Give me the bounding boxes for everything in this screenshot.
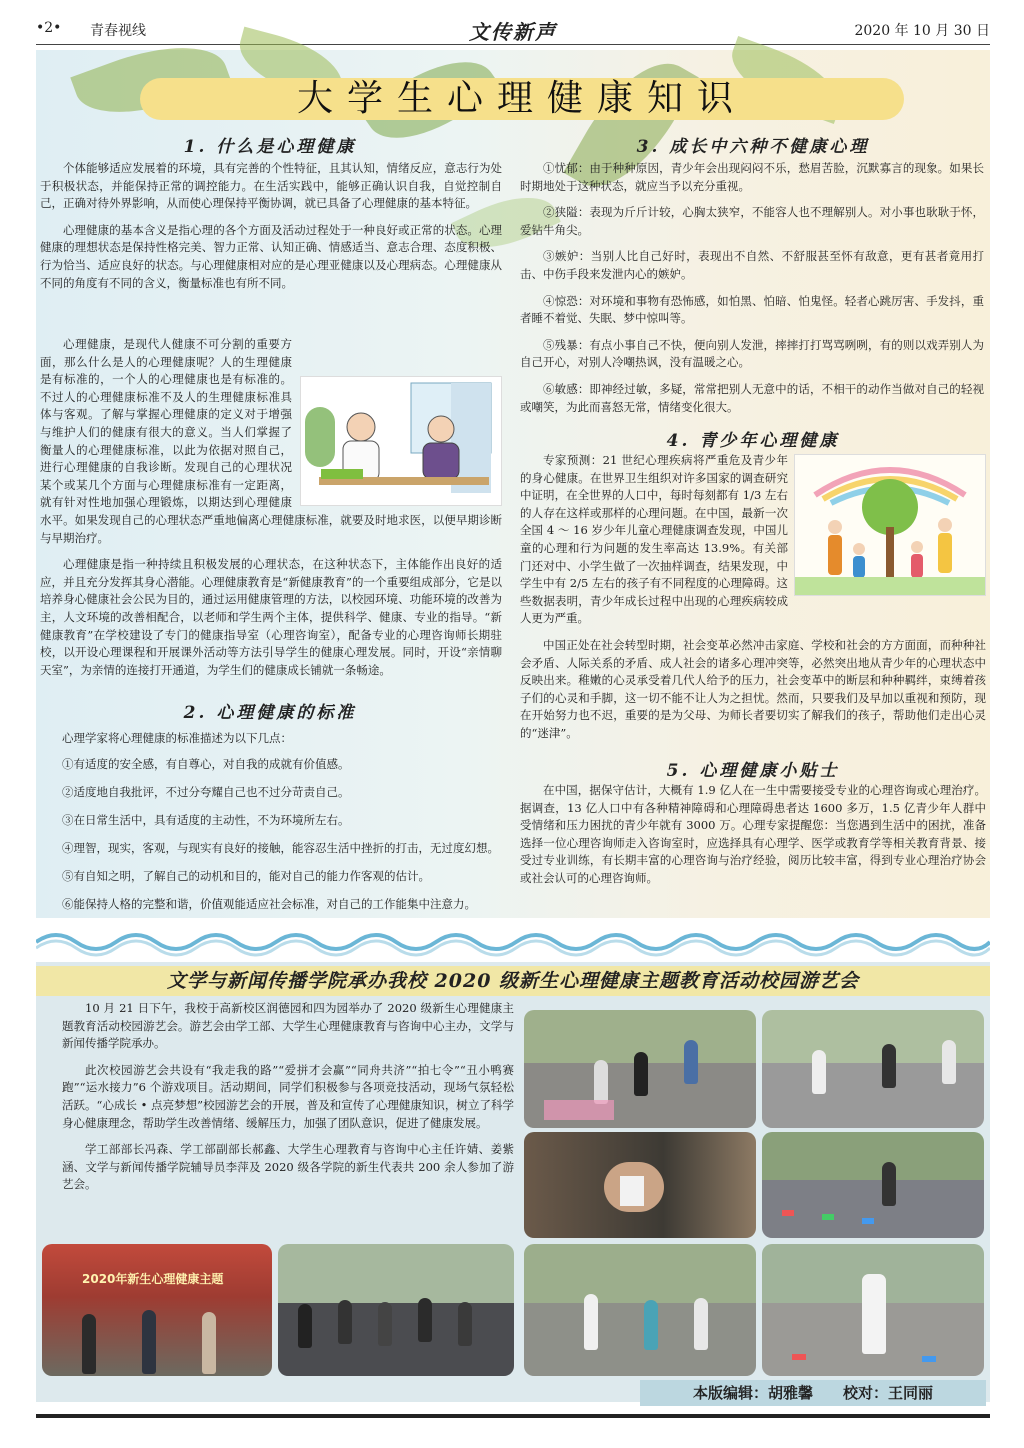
event-photo-5: [42, 1244, 272, 1376]
section-3-body: [520, 160, 984, 425]
event-photo-8: [762, 1244, 984, 1376]
section-2-intro: 心理学家将心理健康的标准描述为以下几点：: [62, 731, 292, 745]
editor-credit: 本版编辑：胡雅馨 校对：王同丽: [640, 1380, 986, 1406]
section-1-heading: 1. 什么是心理健康: [183, 137, 357, 157]
issue-date: 2020 年 10 月 30 日: [854, 23, 990, 39]
section-4-heading: 4. 青少年心理健康: [666, 431, 840, 451]
news-paragraph: 10 月 21 日下午，我校于高新校区润德园和四为园举办了 2020 级新生心理健康主题教育活动校园游艺会。游艺会由学工部、大学生心理健康教育与咨询中心主办，文学与新闻传播学院承办。: [62, 1001, 514, 1051]
unhealthy-item: ⑥敏感：即神经过敏，多疑，常常把别人无意中的话，不相干的动作当做对自己的轻视或嘲笑，为此而喜怒无常，情绪变化很大。: [520, 381, 984, 414]
doctor-consultation-illustration: [300, 376, 502, 506]
section-1-paragraph: 心理健康的基本含义是指心理的各个方面及活动过程处于一种良好或正常的状态。心理健康的理想状态是保持性格完美、智力正常、认知正确、情感适当、意志合理、态度积极、行为恰当、适应良好的状态。与心理健康相对应的是心理亚健康以及心理病态。心理健康从不同的角度有不同的含义，衡量标准也有所不同。: [40, 222, 502, 290]
section-5-body: [520, 782, 986, 897]
unhealthy-item: ②狭隘：表现为斤斤计较，心胸太狭窄，不能容人也不理解别人。对小事也耿耿于怀，爱钻牛角尖。: [520, 205, 984, 237]
section-4-paragraph: 专家预测：21 世纪心理疾病将严重危及青少年的身心健康。在世界卫生组织对许多国家的调查研究中证明，在全世界的人口中，每时每刻都有 1/3 左右的人存在这样或那样的心理问题。在中国，最新一次全国 4 ～ 16 岁少年儿童心理健康调查发现，中国儿童的心理和行为问题的发生率高达 13.9%。有关部门还对中、小学生做了一次抽样调查，结果发现，中学生中有 2/5 左右的孩子有不同程度的心理障碍。这些数据表明，青少年成长过程中出现的心理疾病较成人更为严重。: [520, 453, 788, 626]
unhealthy-item: ③嫉妒：当别人比自己好时，表现出不自然、不舒服甚至怀有敌意，更有甚者竟用打击、中伤手段来发泄内心的嫉妒。: [520, 249, 984, 281]
standard-item: ①有适度的安全感，有自尊心，对自我的成就有价值感。: [62, 757, 350, 771]
section-1-body-a: [40, 160, 502, 301]
wave-divider: [36, 922, 990, 962]
standard-item: ⑥能保持人格的完整和谐，价值观能适应社会标准，对自己的工作能集中注意力。: [62, 897, 476, 911]
section-1-body-b: [40, 336, 502, 688]
section-5-paragraph: 在中国，据保守估计，大概有 1.9 亿人在一生中需要接受专业的心理咨询或心理治疗。据调查，13 亿人口中有各种精神障碍和心理障碍患者达 1600 多万，1.5 亿青少年人群中受情绪和压力困扰的青少年就有 3000 万。心理专家提醒您：当您遇到生活中的困扰，准备选择一位心理咨询师走入咨询室时，应选择具有心理学、医学或教育学等相关教育背景、接受过专业训练，有长期丰富的心理咨询与治疗经验，阅历比较丰富，得到专业心理治疗协会或社会认可的心理咨询师。: [520, 783, 986, 885]
photo-banner-text: 2020年新生心理健康主题: [82, 1272, 224, 1286]
news-paragraph: 学工部部长冯森、学工部副部长郝鑫、大学生心理教育与咨询中心主任许婧、姜紫涵、文学与新闻传播学院辅导员李萍及 2020 级各学院的新生代表共 200 余人参加了游艺会。: [62, 1142, 514, 1192]
event-photo-6: [278, 1244, 514, 1376]
unhealthy-item: ④惊恐：对环境和事物有恐怖感，如怕黑、怕暗、怕鬼怪。轻者心跳厉害、手发抖，重者睡不着觉、失眠、梦中惊叫等。: [520, 293, 984, 326]
section-1-paragraph: 个体能够适应发展着的环境，具有完善的个性特征，且其认知，情绪反应，意志行为处于积极状态，并能保持正常的调控能力。在生活实践中，能够正确认识自我，自觉控制自己，正确对待外界影响，从而使心理保持平衡协调，就已具备了心理健康的基本特征。: [40, 161, 502, 211]
news-body: [62, 1000, 514, 1203]
news-headline: 文学与新闻传播学院承办我校 2020 级新生心理健康主题教育活动校园游艺会: [36, 966, 990, 996]
news-paragraph: 此次校园游艺会共设有“我走我的路”“爱拼才会赢”“同舟共济”“拍七令”“丑小鸭赛跑”“运水接力”6 个游戏项目。活动期间，同学们积极参与各项竞技活动，现场气氛轻松活跃。“心成长 • 点亮梦想”校园游艺会的开展，普及和宣传了心理健康知识，树立了科学身心健康理念，帮助学生改善情绪、缓解压力，加强了团队意识，促进了健康发展。: [62, 1062, 514, 1130]
section-4-body: [520, 452, 986, 752]
unhealthy-item: ①忧郁：由于种种原因，青少年会出现闷闷不乐，愁眉苦脸，沉默寡言的现象。如果长时期地处于这种状态，就应当予以充分重视。: [520, 161, 984, 193]
standard-item: ⑤有自知之明，了解自己的动机和目的，能对自己的能力作客观的估计。: [62, 869, 430, 883]
section-3-heading: 3. 成长中六种不健康心理: [636, 137, 870, 157]
happy-family-illustration: [794, 454, 986, 596]
event-photo-3: [524, 1132, 756, 1238]
column-name: 青春视线: [90, 23, 146, 39]
unhealthy-item: ⑤残暴：有点小事自己不快，便向别人发泄，摔摔打打骂骂咧咧，有的则以戏弄别人为自己开心，对别人冷嘲热讽，没有温暖之心。: [520, 337, 984, 370]
bottom-rule: [36, 1414, 990, 1418]
standard-item: ④理智，现实，客观，与现实有良好的接触，能容忍生活中挫折的打击，无过度幻想。: [62, 841, 499, 855]
event-photo-7: [524, 1244, 756, 1376]
event-photo-1: [524, 1010, 756, 1128]
event-photo-2: [762, 1010, 984, 1128]
section-4-paragraph: 中国正处在社会转型时期，社会变革必然冲击家庭、学校和社会的方方面面，而种种社会矛盾、人际关系的矛盾、成人社会的诸多心理冲突等，必然突出地从青少年的心理状态中反映出来。稚嫩的心灵承受着几代人给予的压力，社会变革中的断层和种种羁绊，束缚着孩子们的心灵和手脚，这一切不能不让人为之担忧。然而，只要我们及早加以重视和预防，现在开始努力也不迟，重要的是为父母、为师长者要切实了解我们的孩子，帮助他们走出心灵的“迷津”。: [520, 637, 986, 740]
section-5-heading: 5. 心理健康小贴士: [666, 761, 840, 781]
section-1-paragraph: 心理健康，是现代人健康不可分割的重要方面，那么什么是人的心理健康呢？人的生理健康是有标准的，一个人的心理健康也是有标准的。不过人的心理健康标准不及人的生理健康标准具体与客观。了解与掌握心理健康的定义对于增强与维护人们的健康有很大的意义。当人们掌握了衡量人的心理健康标准，以此为依据对照自己，进行心理健康的自我诊断。发现自己的心理状况某个或某几个方面与心理健康标准有一定距离，就有针对性地加强心理锻炼，以期达到心理健康水平。如果发现自己的心理状态严重地偏离心理健康标准，就要及时地求医，以便早期诊断与早期治疗。: [40, 337, 502, 545]
masthead: 文传新声: [469, 20, 557, 44]
event-photo-4: [762, 1132, 984, 1238]
main-title-banner: 大学生心理健康知识: [140, 78, 904, 120]
standard-item: ③在日常生活中，具有适度的主动性，不为环境所左右。: [62, 813, 350, 827]
page-header: [36, 14, 990, 45]
page-number: •2•: [36, 20, 62, 36]
section-2-heading: 2. 心理健康的标准: [183, 703, 357, 723]
standard-item: ②适度地自我批评，不过分夸耀自己也不过分苛责自己。: [62, 785, 350, 799]
section-1-paragraph: 心理健康是指一种持续且积极发展的心理状态，在这种状态下，主体能作出良好的适应，并且充分发挥其身心潜能。心理健康教育是“新健康教育”的一个重要组成部分，它是以培养身心健康社会公民为目的，通过运用健康管理的方法，以校园环境、功能环境的改善为主，人文环境的改善相配合，以老师和学生两个主体，提供科学、健康、专业的指导。“新健康教育”在学校建设了专门的健康指导室（心理咨询室），配备专业的心理咨询师长期驻校，以开设心理课程和开展课外活动等方法引导学生的健康心理发展。同时，开设“亲情聊天室”，为亲情的连接打开通道，为学生们的健康成长铺就一条畅途。: [40, 557, 502, 677]
section-2-list: [62, 756, 506, 924]
